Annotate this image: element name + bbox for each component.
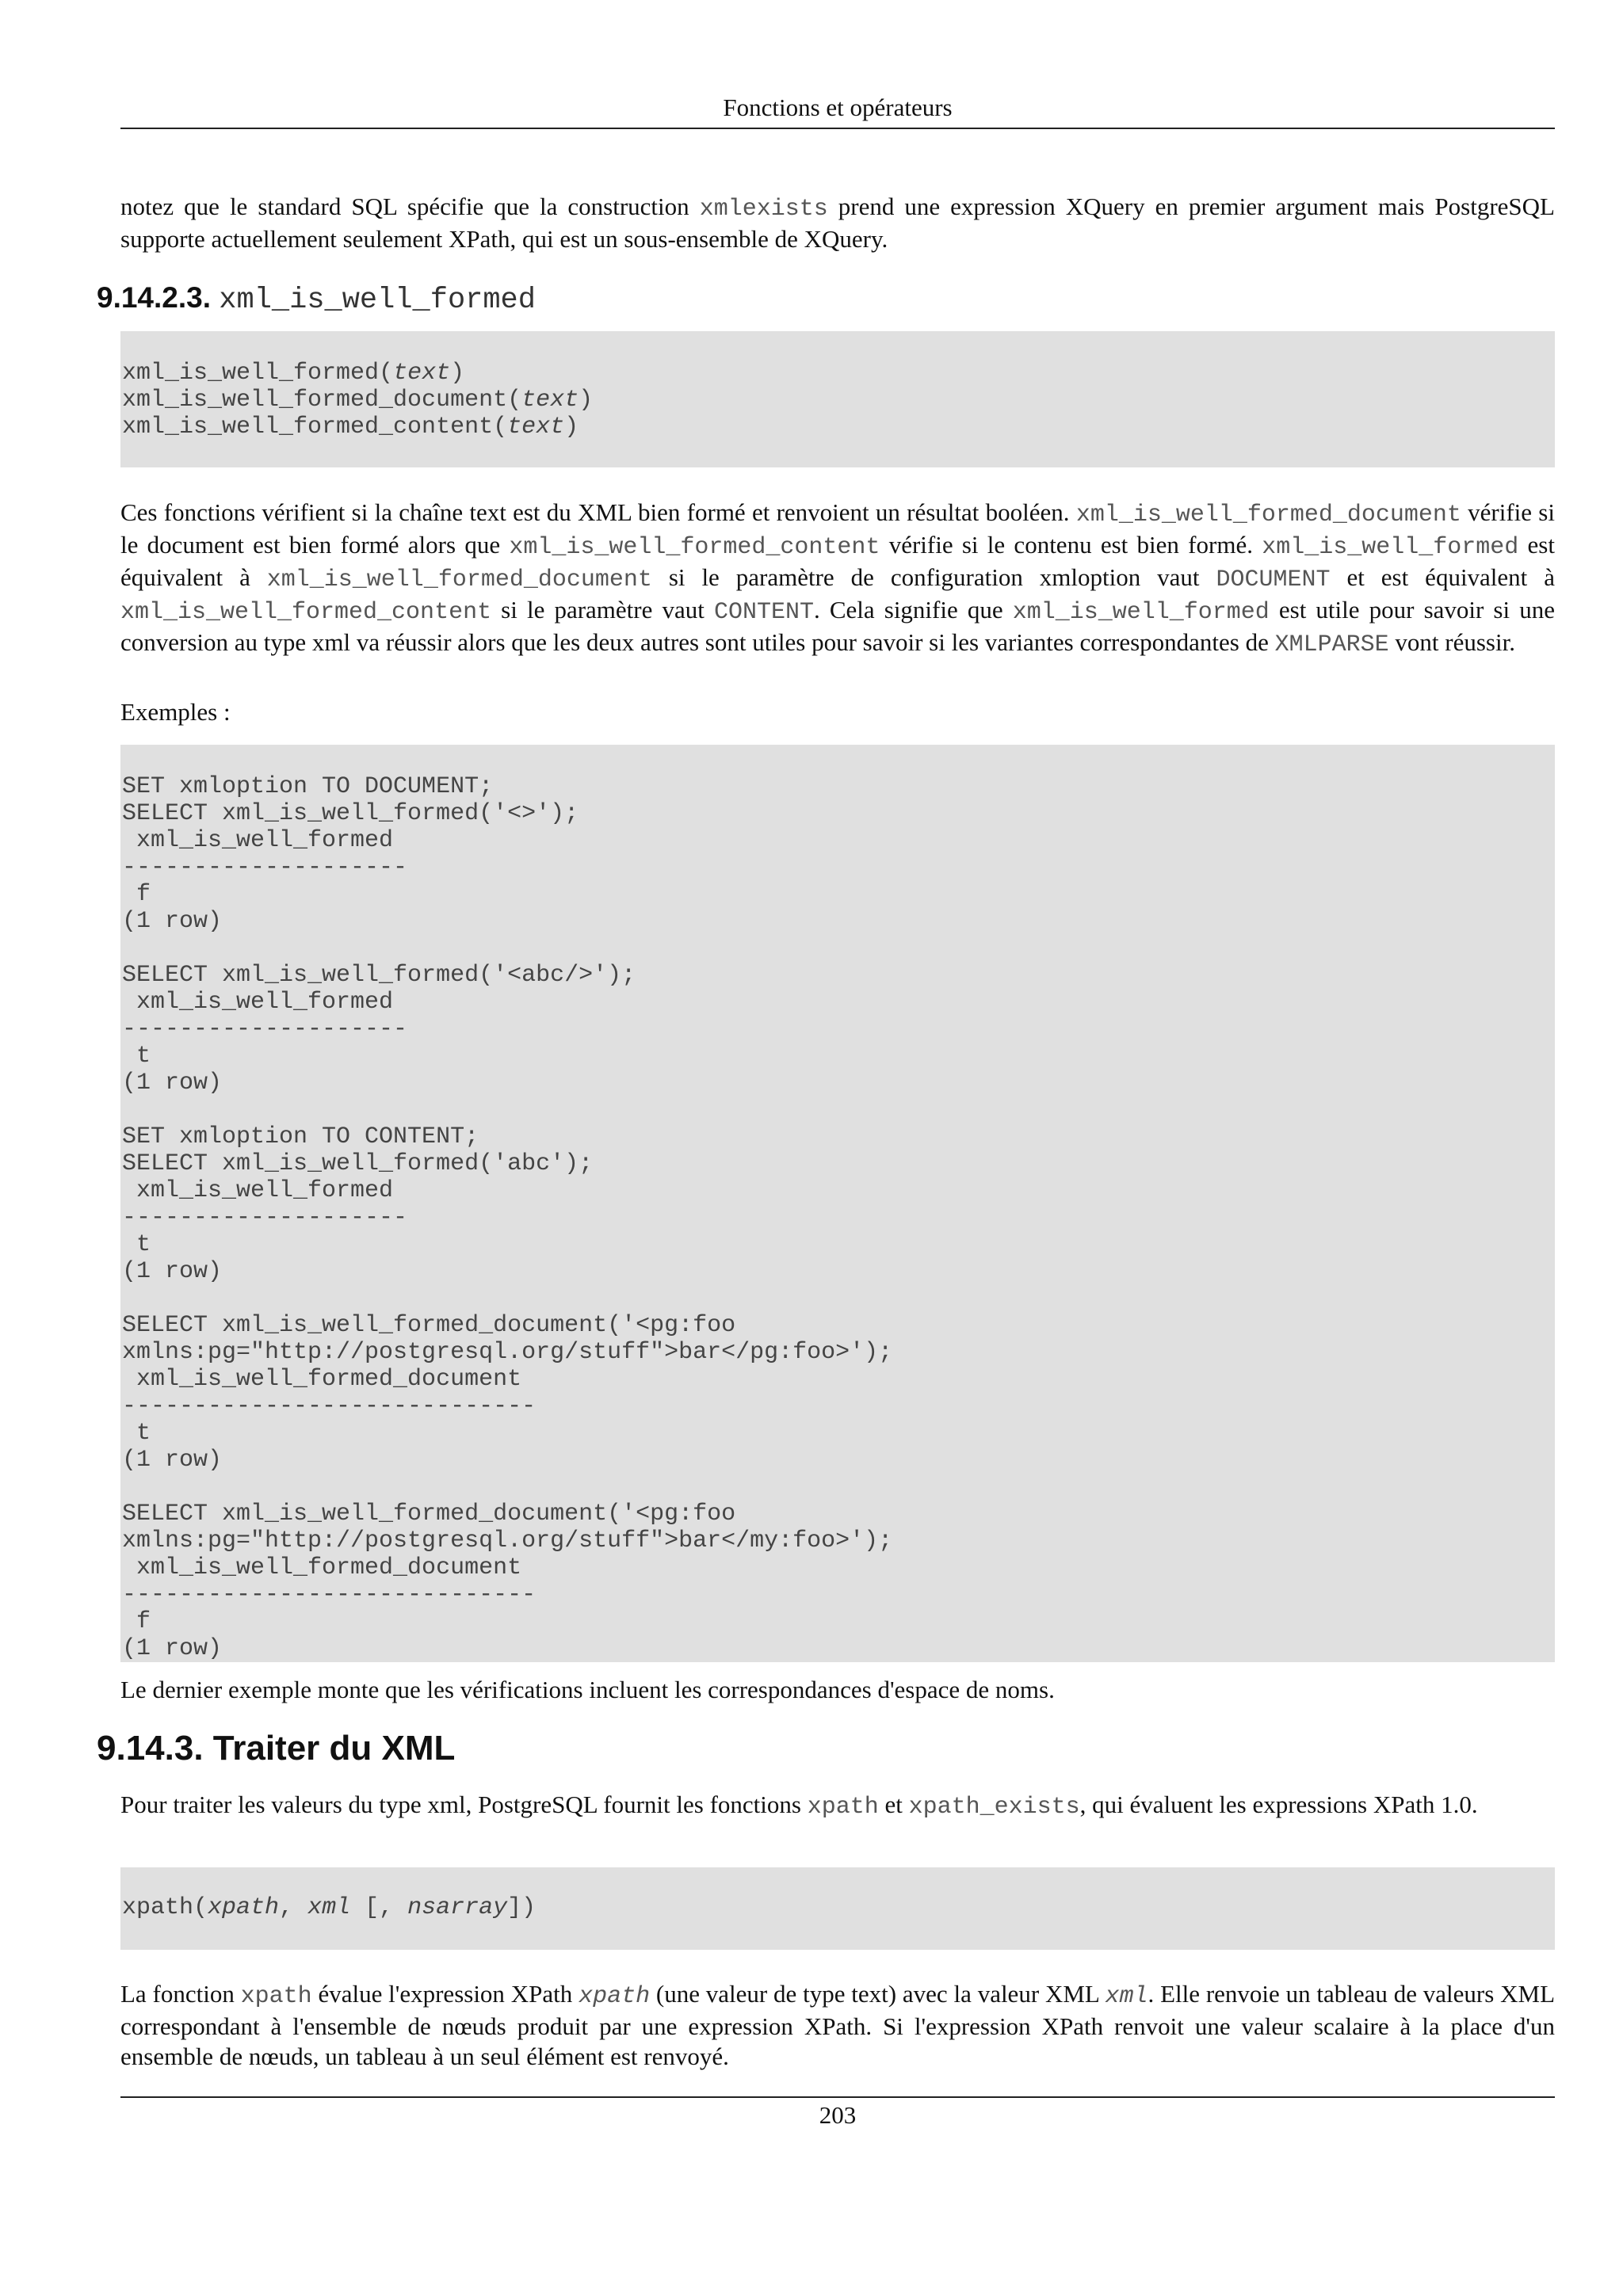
inline-code: xpath_exists xyxy=(908,1794,1080,1821)
inline-code: xpath xyxy=(807,1794,879,1821)
text-run: et xyxy=(878,1791,909,1818)
inline-code: xml_is_well_formed xyxy=(1012,599,1270,626)
inline-code: xpath xyxy=(240,1983,312,2010)
inline-code: DOCUMENT xyxy=(1216,566,1331,593)
note-text: Le dernier exemple monte que les vérifications incluent les correspondances d'espace de noms. xyxy=(120,1676,1055,1703)
text-run: est utile pour savoir si une conversion au type xml va réussir alors que les deux autres sont utiles pour savoir si les variantes correspondantes de xyxy=(120,596,1555,656)
xpath-description-paragraph xyxy=(120,1979,1555,2072)
text-run: . Elle renvoie un tableau de valeurs XML correspondant à l'ensemble de nœuds produit par une expression XPath. Si l'expression XPath renvoit une valeur scalaire à la place d'un ensemble de nœuds, un tableau à un seul élément est renvoyé. xyxy=(120,1980,1555,2070)
running-header: Fonctions et opérateurs xyxy=(723,93,953,121)
inline-code: xml_is_well_formed xyxy=(1262,534,1519,561)
code-arg: text xyxy=(521,387,579,414)
code-arg: nsarray xyxy=(407,1894,508,1921)
text-run: prend une expression XQuery en premier argument mais PostgreSQL supporte actuellement seulement XPath, qui est un sous-ensemble de XQuery. xyxy=(120,193,1555,253)
text-run: vérifie si le document est bien formé alors que xyxy=(120,498,1555,559)
inline-code: xml_is_well_formed_document xyxy=(266,566,652,593)
section-number: 9.14.2.3. xyxy=(97,281,212,314)
header-rule xyxy=(120,128,1555,129)
xpath-intro-paragraph xyxy=(120,1790,1555,1822)
text-run: . Cela signifie que xyxy=(813,596,1013,624)
page-number: 203 xyxy=(819,2101,857,2129)
text-run: Ces fonctions vérifient si la chaîne text est du XML bien formé et renvoient un résultat booléen. xyxy=(120,498,1076,526)
code-end: ]) xyxy=(507,1894,537,1921)
text-run: évalue l'expression XPath xyxy=(311,1980,579,2008)
examples-label xyxy=(120,697,1555,727)
section-title: xml_is_well_formed xyxy=(219,284,536,317)
code-fn: xpath( xyxy=(122,1894,208,1921)
text-run: si le paramètre de configuration xmloption vaut xyxy=(651,563,1216,591)
examples-code-block xyxy=(120,745,1555,1662)
code-fn: xml_is_well_formed_content( xyxy=(122,414,508,441)
inline-code: xml_is_well_formed_content xyxy=(509,534,880,561)
inline-var: xpath xyxy=(579,1983,651,2010)
text-run: vont réussir. xyxy=(1388,628,1515,656)
section-heading-traiter-du-xml: 9.14.3. Traiter du XML xyxy=(97,1729,456,1768)
inline-code: CONTENT xyxy=(713,599,814,626)
code-sep: [, xyxy=(350,1894,408,1921)
code-arg: text xyxy=(507,414,565,441)
code-arg: xml xyxy=(307,1894,351,1921)
inline-var: xml xyxy=(1105,1983,1148,2010)
code-end: ) xyxy=(564,414,579,441)
text-run: et est équivalent à xyxy=(1330,563,1556,591)
xpath-synopsis-block xyxy=(120,1867,1555,1950)
footer-rule xyxy=(120,2096,1555,2098)
text-run: est équivalent à xyxy=(120,531,1555,591)
code-end: ) xyxy=(579,387,594,414)
text-run: La fonction xyxy=(120,1980,241,2008)
inline-code: XMLPARSE xyxy=(1274,631,1389,658)
synopsis-code-block xyxy=(120,331,1555,467)
code-end: ) xyxy=(450,360,465,387)
code-sep: , xyxy=(279,1894,308,1921)
text-run: notez que le standard SQL spécifie que la construction xyxy=(120,193,700,220)
code-fn: xml_is_well_formed( xyxy=(122,360,394,387)
section-heading-xml-is-well-formed xyxy=(97,281,536,317)
description-paragraph xyxy=(120,498,1555,660)
examples-label-text: Exemples : xyxy=(120,698,231,726)
examples-code: SET xmloption TO DOCUMENT; SELECT xml_is_well_formed('<>'); xml_is_well_formed -------------------- f (1 row) SELECT xml_is_well_formed('<abc/>'); xml_is_well_formed -------------------- t (1 row) SET xmloption TO CONTENT; SELECT xml_is_well_formed('abc'); xml_is_well_formed -------------------- t (1 row) SELECT xml_is_well_formed_document('<pg:foo xmlns:pg="http://postgresql.org/stuff">bar</pg:foo>'); xml_is_well_formed_document ----------------------------- t (1 row) SELECT xml_is_well_formed_document('<pg:foo xmlns:pg="http://postgresql.org/stuff">bar</my:foo>'); xml_is_well_formed_document ----------------------------- f (1 row) xyxy=(122,773,893,1662)
text-run: (une valeur de type text) avec la valeur XML xyxy=(650,1980,1106,2008)
text-run: vérifie si le contenu est bien formé. xyxy=(880,531,1262,559)
code-arg: xpath xyxy=(208,1894,280,1921)
intro-paragraph xyxy=(120,192,1555,254)
text-run: Pour traiter les valeurs du type xml, PostgreSQL fournit les fonctions xyxy=(120,1791,808,1818)
text-run: si le paramètre vaut xyxy=(491,596,714,624)
code-fn: xml_is_well_formed_document( xyxy=(122,387,522,414)
text-run: , qui évaluent les expressions XPath 1.0. xyxy=(1079,1791,1478,1818)
code-arg: text xyxy=(393,360,451,387)
inline-code: xml_is_well_formed_content xyxy=(120,599,492,626)
namespace-note xyxy=(120,1675,1555,1705)
inline-code: xml_is_well_formed_document xyxy=(1075,502,1461,528)
inline-code: xmlexists xyxy=(699,196,828,223)
